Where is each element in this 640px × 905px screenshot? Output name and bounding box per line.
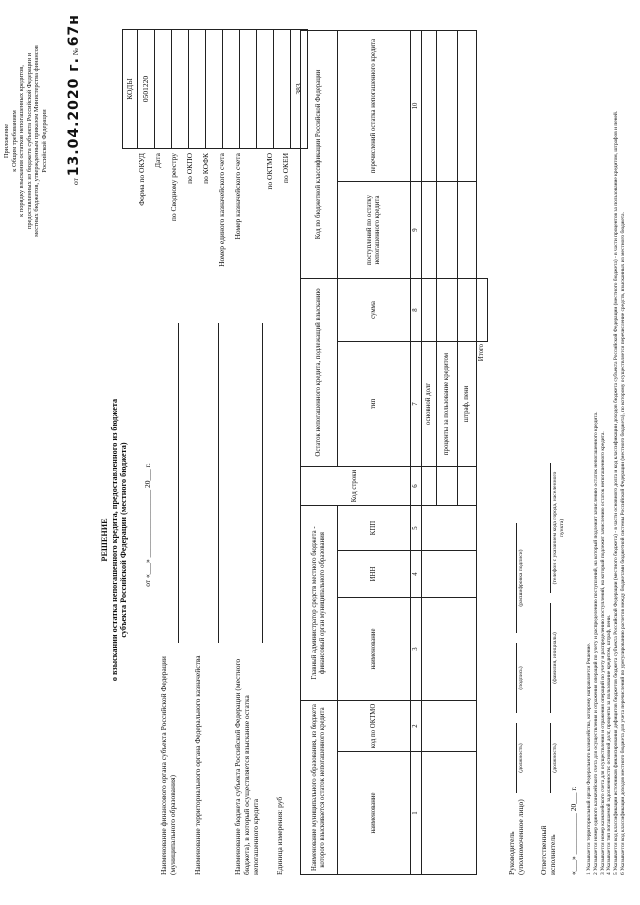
executor-fio: (фамилия, инициалы) <box>552 632 558 684</box>
header-row-code: Код строки <box>301 467 411 506</box>
code-registry <box>172 30 189 149</box>
codes-table <box>122 29 308 149</box>
col-mun-name: наименование <box>338 752 411 875</box>
total-label: Итого <box>478 344 486 362</box>
code-label <box>250 153 266 315</box>
col-num: 8 <box>411 279 422 342</box>
col-num: 4 <box>411 551 422 598</box>
col-income: поступлений по остатку непогашенного кредита <box>338 182 411 279</box>
footnote: 2 Указывается номер единого казначейского счета для осуществления и отражения операций по учету и распределению поступлений, на который подлежит зачислению остаток непогашенного кредита. <box>592 411 599 875</box>
field-finance-line <box>178 323 179 643</box>
code-single-account <box>223 30 240 149</box>
col-num: 5 <box>411 506 422 551</box>
order-no-prefix: № <box>71 48 80 56</box>
title-heading: РЕШЕНИЕ <box>100 518 109 562</box>
code-label: Дата <box>153 153 162 168</box>
col-sum: сумма <box>338 279 411 342</box>
field-treasury-line <box>218 323 219 643</box>
order-prefix: от <box>71 178 80 185</box>
code-label: по Сводному реестру <box>169 153 178 222</box>
col-type: тип <box>338 342 411 467</box>
code-label: по ОКПО <box>185 153 194 184</box>
title-block <box>100 325 129 755</box>
footnote: 1 Указывается территориальный орган Федерального казначейства, которому направляется Решение. <box>586 642 592 875</box>
code-label: по ОКТМО <box>265 153 274 190</box>
appendix-line: местных бюджетов, утвержденным приказом Министерства финансов <box>33 45 41 237</box>
footnote: 4 Указывается тип погашаемой задолженности: основной долг, проценты за пользование кредитом, штраф, пени. <box>606 614 613 875</box>
code-label: Форма по ОКУД <box>137 153 146 206</box>
title-date: от «___» __________________ 20___ г. <box>143 463 152 587</box>
code-okud: 0501220 <box>138 30 155 149</box>
field-budget-line <box>262 323 263 643</box>
footnote: 6 Указывается код классификации доходов местного бюджета для учета перечислений по урегулированию расчетов между бюджетами бюджетной системы Российской Федерации (местного бюджета), по которому осуществляется перечисление средств, взысканных из местного бюджета. <box>619 212 626 875</box>
head-label: Руководитель (уполномоченное лицо) <box>507 799 525 875</box>
col-num: 6 <box>411 467 422 506</box>
appendix-block <box>3 17 48 265</box>
col-adm-name: наименование <box>338 598 411 701</box>
code-oktmo <box>274 30 291 149</box>
code-okpo <box>189 30 206 149</box>
code-okei: 383 <box>291 30 308 149</box>
appendix-line: к Общим требованиям <box>10 110 18 172</box>
total-row <box>477 31 488 875</box>
header-municipality: Наименование муниципального образования, из бюджета которого взыскивается остаток непогашенного кредита <box>301 701 338 875</box>
appendix-line: Приложение <box>3 123 10 159</box>
appendix-line: предоставленных из бюджета субъекта Российской Федерации и <box>25 52 33 230</box>
col-inn: ИНН <box>338 551 411 598</box>
footnotes <box>586 15 627 875</box>
code-label: Номер единого казначейского счета <box>217 153 226 267</box>
field-treasury-label: Наименование территориального органа Федерального казначейства <box>193 655 202 875</box>
field-budget-label: Наименование бюджета субъекта Российской Федерации (местного бюджета), в который осуществляется взыскание остатка непогашенного кредита <box>233 658 260 875</box>
code-label: по КОФК <box>201 153 210 184</box>
footnote: 5 Указывается код классификации источников финансирования дефицитов бюджетов бюджета субъекта Российской Федерации (местного бюджета) - в части основного долга и код классификации доходов бюджета субъекта Российской Федерации (местного бюджета) - в части процентов за пользование кредитом, штрафов и пеней. <box>613 110 619 875</box>
col-num: 9 <box>411 182 422 279</box>
col-num: 10 <box>411 31 422 182</box>
title-line: субъекта Российской Федерации (местного бюджета) <box>119 442 129 638</box>
col-num: 1 <box>411 752 422 875</box>
type-interest: проценты за пользование кредитом <box>437 342 458 467</box>
order-date: 13.04.2020 г. <box>66 57 82 177</box>
codes-header: КОДЫ <box>123 30 138 149</box>
col-oktmo: код по ОКТМО <box>338 701 411 752</box>
type-principal: основной долг <box>422 342 437 467</box>
col-transfer: перечислений остатка непогашенного кредита <box>338 31 411 182</box>
col-num: 3 <box>411 598 422 701</box>
table-row <box>422 31 437 875</box>
field-finance-label: Наименование финансового органа субъекта Российской Федерации (муниципального образования) <box>159 656 177 875</box>
field-unit-label: Единица измерения: руб <box>275 796 284 875</box>
header-balance: Остаток непогашенного кредита, подлежащий взысканию <box>301 279 338 467</box>
code-empty <box>257 30 274 149</box>
executor-phone: (телефон с указанием кода города, населенного пункта) <box>552 471 565 585</box>
footnote: 3 Указывается номер казначейского счета для осуществления и отражения операций по учету и распределению поступлений, на который подлежит зачислению остаток непогашенного кредита. <box>599 431 606 875</box>
appendix-line: к порядку взыскания остатков непогашенных кредитов, <box>18 65 26 217</box>
executor-label: Ответственный исполнитель <box>539 825 557 875</box>
head-position: (должность) <box>518 743 524 773</box>
code-label: Номер казначейского счета <box>233 153 242 240</box>
header-classification: Код по бюджетной классификации Российской Федерации <box>301 31 338 279</box>
type-penalty: штраф, пени <box>458 342 477 467</box>
credit-table <box>300 30 488 875</box>
code-date <box>155 30 172 149</box>
title-line: о взыскании остатка непогашенного кредита, предоставленного из бюджета <box>109 398 119 682</box>
head-signature: (подпись) <box>518 666 524 690</box>
head-decoding: (расшифровка подписи) <box>518 549 524 607</box>
col-num: 2 <box>411 701 422 752</box>
col-num: 7 <box>411 342 422 467</box>
order-line <box>66 10 83 185</box>
signature-date: «___» ___________ 20___ г. <box>569 786 578 875</box>
total-sum <box>477 279 488 342</box>
code-label: по ОКЕИ <box>281 153 290 184</box>
appendix-line: Российской Федерации <box>40 109 48 173</box>
order-number: 67н <box>66 14 82 47</box>
codes-labels <box>122 153 298 315</box>
executor-position: (должность) <box>552 743 558 773</box>
code-kofk <box>206 30 223 149</box>
header-administrator: Главный администратор средств местного бюджета - финансовый орган муниципального образования <box>301 506 338 701</box>
code-treasury-account <box>240 30 257 149</box>
col-kpp: КПП <box>338 506 411 551</box>
